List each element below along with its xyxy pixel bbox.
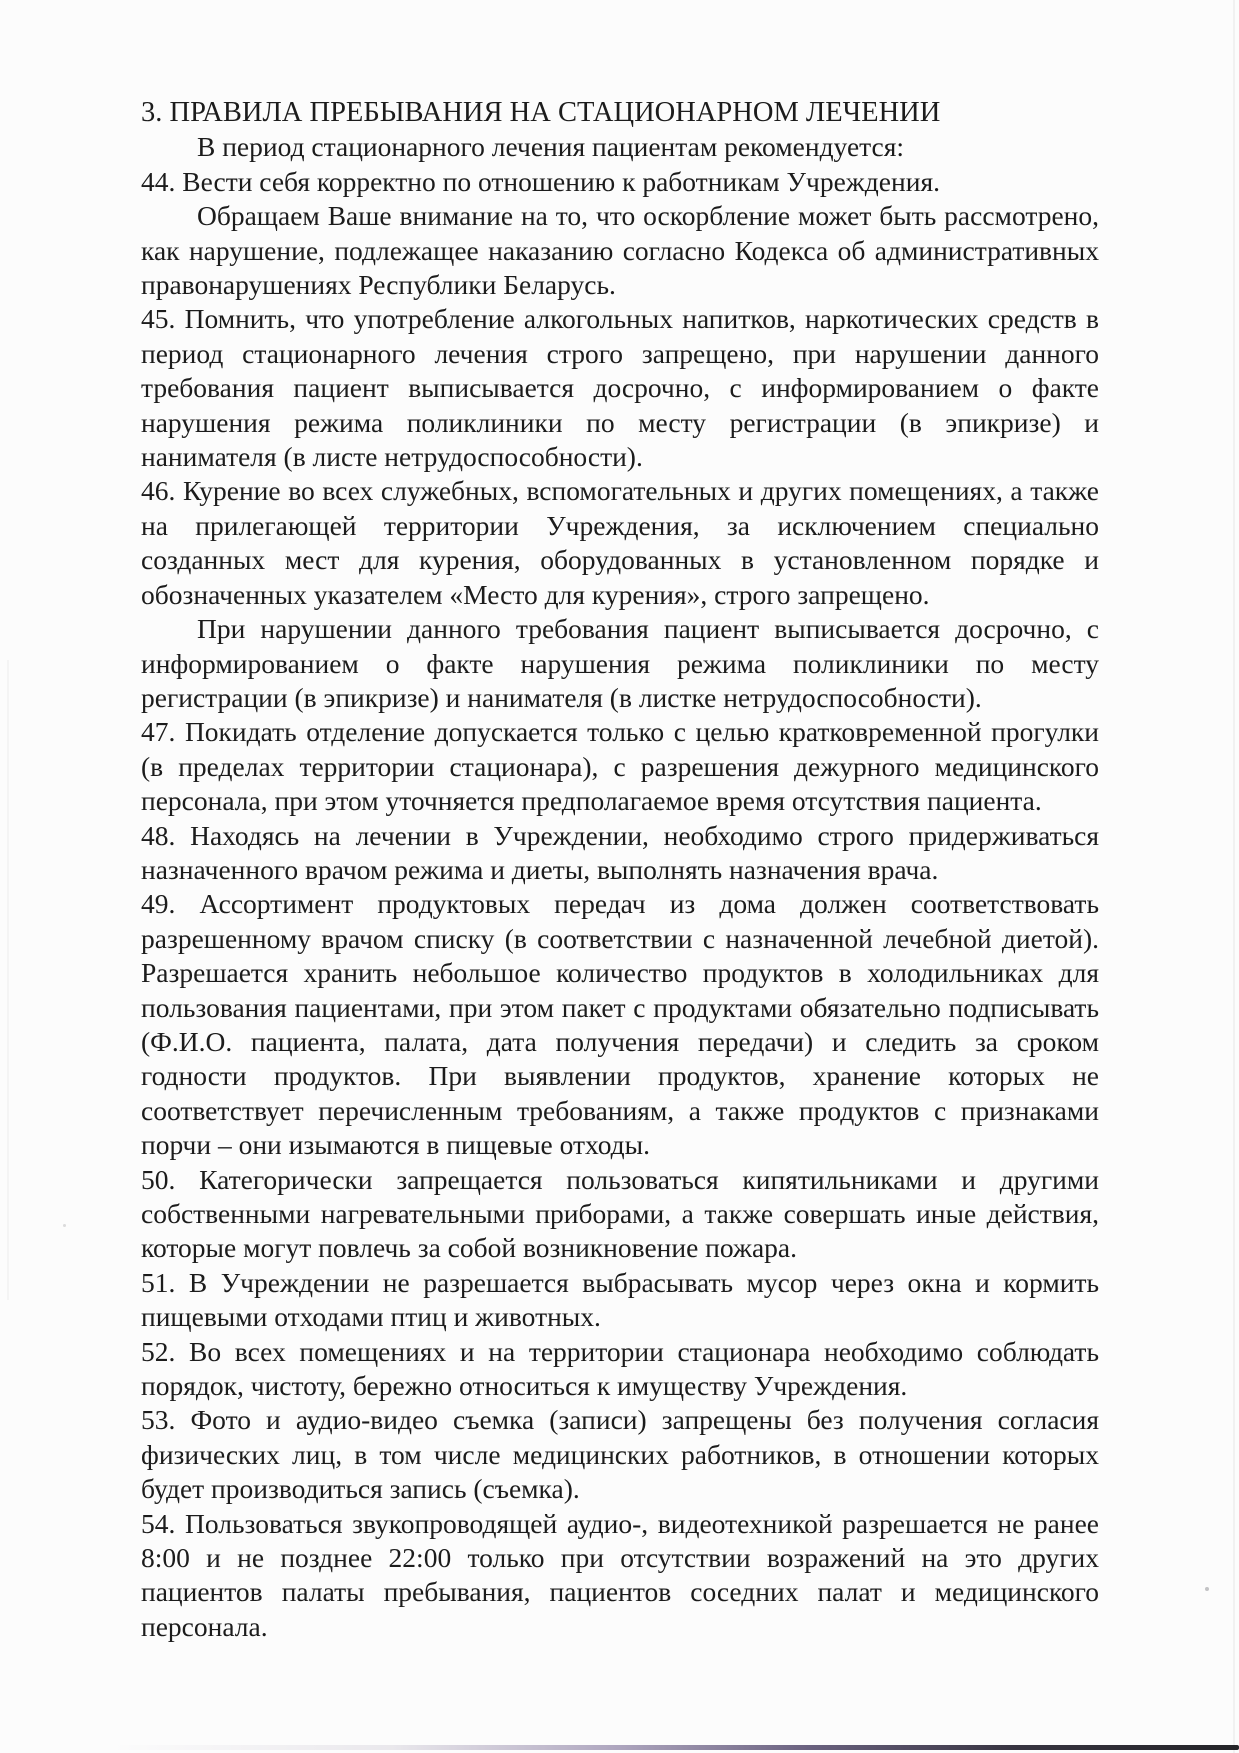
rule-54: 54. Пользоваться звукопроводящей аудио-, видеотехникой разрешается не ранее 8:00 и не позднее 22:00 только при отсутствии возражений на это других пациентов палаты пребывания, пациентов соседних палат и медицинского персонала. <box>141 1507 1099 1642</box>
scan-left-edge-seam <box>7 660 9 1300</box>
rule-53: 53. Фото и аудио-видео съемка (записи) запрещены без получения согласия физических лиц, в том числе медицинских работников, в отношении которых будет производиться запись (съемка). <box>141 1404 1099 1505</box>
section-title: 3. ПРАВИЛА ПРЕБЫВАНИЯ НА СТАЦИОНАРНОМ ЛЕЧЕНИИ <box>141 97 941 128</box>
rule-52: 52. Во всех помещениях и на территории стационара необходимо соблюдать порядок, чистоту, бережно относиться к имуществу Учреждения. <box>141 1335 1099 1402</box>
rule-49: 49. Ассортимент продуктовых передач из дома должен соответствовать разрешенному врачом списку (в соответствии с назначенной лечебной диетой). Разрешается хранить небольшое количество продуктов в холодильниках для пользования пациентами, при этом пакет с продуктами обязательно подписывать (Ф.И.О. пациента, палата, дата получения передачи) и следить за сроком годности продуктов. При выявлении продуктов, хранение которых не соответствует перечисленным требованиям, а также продуктов с признаками порчи – они изымаются в пищевые отходы. <box>141 888 1099 1161</box>
rule-50: 50. Категорически запрещается пользоваться кипятильниками и другими собственными нагревательными приборами, а также совершать иные действия, которые могут повлечь за собой возникновение пожара. <box>141 1163 1099 1264</box>
rule-48: 48. Находясь на лечении в Учреждении, необходимо строго придерживаться назначенного врачом режима и диеты, выполнять назначения врача. <box>141 819 1099 885</box>
scan-bottom-line-artifact <box>110 1745 1239 1750</box>
rule-45: 45. Помнить, что употребление алкогольных напитков, наркотических средств в период стационарного лечения строго запрещено, при нарушении данного требования пациент выписывается досрочно, с информированием о факте нарушения режима поликлиники по месту регистрации (в эпикризе) и нанимателя (в листе нетрудоспособности). <box>141 303 1099 473</box>
paragraph-intro: В период стационарного лечения пациентам рекомендуется: <box>197 131 904 163</box>
scan-speck <box>1205 1587 1209 1591</box>
scan-right-edge-seam <box>1233 0 1235 1753</box>
note-offense: Обращаем Ваше внимание на то, что оскорбление может быть рассмотрено, как нарушение, подлежащее наказанию согласно Кодекса об административных правонарушениях Республики Беларусь. <box>141 200 1099 301</box>
scan-speck <box>63 1224 66 1227</box>
rule-47: 47. Покидать отделение допускается только с целью кратковременной прогулки (в пределах территории стационара), с разрешения дежурного медицинского персонала, при этом уточняется предполагаемое время отсутствия пациента. <box>141 716 1099 817</box>
rule-51: 51. В Учреждении не разрешается выбрасывать мусор через окна и кормить пищевыми отходами птиц и животных. <box>141 1266 1099 1333</box>
note-smoking-violation: При нарушении данного требования пациент выписывается досрочно, с информированием о факте нарушения режима поликлиники по месту регистрации (в эпикризе) и нанимателя (в листке нетрудоспособности). <box>141 613 1099 713</box>
document-body <box>141 96 1099 1644</box>
rule-44: 44. Вести себя корректно по отношению к работникам Учреждения. <box>141 165 940 197</box>
rule-46: 46. Курение во всех служебных, вспомогательных и других помещениях, а также на прилегающей территории Учреждения, за исключением специально созданных мест для курения, оборудованных в установленном порядке и обозначенных указателем «Место для курения», строго запрещено. <box>141 475 1099 610</box>
